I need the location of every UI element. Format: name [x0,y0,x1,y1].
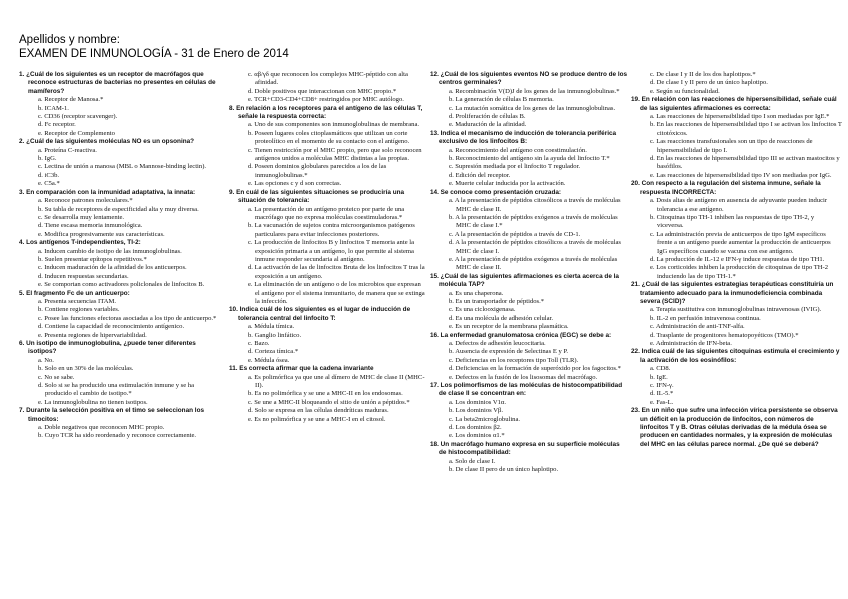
question [631,407,842,449]
option: b. Contiene regiones variables. [38,306,120,314]
option: c. De clase I y II de los dos haplotipos.* [650,71,756,78]
option: c. Se desarrolla muy lentamente. [38,213,125,221]
option: a. Recombinación V(D)J de los genes de las inmunoglobulinas.* [449,87,620,95]
option: d. iC3b. [38,171,60,179]
option: e. Las reacciones de hipersensibilidad tipo IV son mediadas por IgG. [650,171,832,179]
question [430,130,628,189]
option: e. La eliminación de un antígeno o de los microbios que expresan el antígeno por el sistema inmunitario, de manera que se extinga la infección. [248,281,425,305]
option: e. Receptor de Complemento [38,129,115,137]
option: e. La inmunoglobulina no tienen isotipos. [38,398,148,406]
name-line: Apellidos y nombre: [19,34,120,46]
option: a. Uno de sus componentes son inmunoglobulinas de membrana. [248,121,420,129]
option: d. Es una molécula de adhesión celular. [449,314,553,322]
option: c. IFN-γ. [650,382,674,390]
question-stem: 17. Los polimorfismos de las moléculas de histocompatibilidad de clase II se concentran en: [430,382,623,398]
option: b. Ganglio linfático. [248,331,302,339]
option: a. Es una chaperona. [449,289,504,297]
question [19,189,217,239]
option: b. La vacunación de sujetos contra microorganismos patógenos particulares para evitar infecciones posteriores. [248,222,415,238]
question-stem: 5. El fragmento Fc de un anticuerpo: [19,289,130,297]
option-list [19,248,217,290]
continued-options [631,71,842,96]
option-list [430,399,628,441]
question-stem: 13. Indica el mecanismo de inducción de tolerancia periférica exclusivo de los linfocitos B: [430,129,617,146]
question [430,71,628,130]
question-stem: 2. ¿Cuál de las siguientes moléculas NO es un opsonina? [19,138,195,146]
option: c. Deficiencias en los receptores tipo Toll (TLR). [449,356,579,364]
option: a. A la presentación de péptidos citosólicos a través de moléculas MHC de clase II. [449,197,621,213]
question-stem: 15. ¿Cuál de las siguientes afirmaciones es cierta acerca de la molécula TAP? [430,272,619,289]
option: d. Tiene escasa memoria inmunológica. [38,222,143,230]
option-list [631,306,842,348]
option: b. La generación de células B memoria. [449,96,554,104]
question-stem: 12. ¿Cuál de los siguientes eventos NO se produce dentro de los centros germinales? [430,71,628,87]
question [19,239,217,289]
continued-options [229,71,427,105]
option: d. Trasplante de progenitores hematopoyéticos (TMO).* [650,331,799,339]
option: a. CD8. [650,365,671,373]
option: d. Proliferación de células B. [449,113,526,121]
option: d. Solo se expresa en las células dendríticas maduras. [248,407,389,415]
question [19,138,217,188]
option: a. Doble negativos que reconocen MHC propio. [38,424,165,432]
option: c. Tienen restricción por el MHC propio, pero que solo reconocen antígenos unidos a moléculas MHC distintas a las propias. [248,146,422,163]
option: b. Es no polimórfica y se une a MHC-II en los endosomas. [248,390,403,398]
option: b. ICAM-1. [38,104,69,112]
option: c. Inducen maduración de la afinidad de los anticuerpos. [38,264,187,272]
option: a. Terapia sustitutiva con inmunoglobulinas intravenosas (IVIG). [650,306,822,314]
question [430,273,628,332]
option: e. Las opciones c y d son correctas. [248,180,342,188]
question-stem: 22. Indica cuál de las siguientes citoquinas estimula el crecimiento y la activación de los eosinófilos: [631,348,840,364]
question-stem: 11. Es correcta afirmar que la cadena invariante [229,365,374,373]
option-list [19,298,217,340]
question [430,441,628,475]
option: e. TCR+CD3-CD4+CD8+ restringidos por MHC autólogo. [248,96,404,104]
option: c. CD36 (receptor scavenger). [38,113,118,121]
option-list [430,340,628,382]
question [19,71,217,138]
column-2 [229,71,427,424]
option: e. Es un receptor de la membrana plasmática. [449,323,569,331]
option: b. De clase II pero de un único haplotipo. [449,466,559,474]
option-list [19,197,217,239]
option: b. IgE. [650,373,668,381]
option: c. La beta2microglobulina. [449,415,521,423]
question [430,332,628,382]
column-4 [631,71,842,449]
option: e. Administración de IFN-beta. [650,340,732,347]
question-stem: 3. En comparación con la inmunidad adaptativa, la innata: [19,188,196,196]
option-list [430,458,628,475]
option: b. Citoquinas tipo TH-1 inhiben las respuestas de tipo TH-2, y viceversa. [650,213,815,230]
option: e. C5a.* [38,180,60,188]
question [631,281,842,348]
option: e. Los dominios α1.* [449,432,505,440]
exam-title: EXAMEN DE INMUNOLOGÍA - 31 de Enero de 2014 [19,48,289,60]
option: c. Lectina de unión a manosa (MBL o Mannose-binding lectin). [38,163,207,171]
option: b. Solo en un 30% de las moléculas. [38,365,134,373]
question-stem: 8. En relación a los receptores para el antígeno de las células T, señale la respuesta correcta: [229,104,423,121]
question-stem: 10. Indica cuál de los siguientes es el lugar de inducción de tolerancia central del linfocito T: [229,306,411,322]
option-list [19,96,217,138]
option: b. IL-2 en perfusión intravenosa continua. [650,314,761,322]
question-stem: 20. Con respecto a la regulación del sistema inmune, señale la respuesta INCORRECTA: [631,180,821,196]
option: c. Bazo. [248,340,270,347]
option: b. A la presentación de péptidos exógenos a través de moléculas MHC de clase I.* [449,213,618,230]
question [430,382,628,441]
option: a. Las reacciones de hipersensibilidad tipo I son mediadas por IgE.* [650,113,830,121]
option: a. Es polimórfica ya que une al dímero de MHC de clase II (MHC-II). [248,373,425,390]
option-list [631,113,842,180]
option-list [430,88,628,130]
option: a. Solo de clase I. [449,457,496,465]
option: a. Reconoce patrones moleculares.* [38,197,133,205]
option: d. Edición del receptor. [449,171,511,179]
question-stem: 21. ¿Cuál de las siguientes estrategias terapéuticas constituiría un tratamiento adecuado para la inmunodeficiencia combinada severa (SCID)? [631,281,834,305]
option: b. Suelen presentar epítopos repetitivos.* [38,255,147,263]
option: c. Es una ciclooxigenasa. [449,306,516,314]
option: d. De clase I y II pero de un único haplotipo. [650,79,768,87]
option: c. A la presentación de péptidos a través de CD-1. [449,230,581,238]
option-list [229,206,427,307]
question-stem: 6. Un isotipo de inmunoglobulina, ¿puede tener diferentes isotipos? [19,340,196,356]
option: a. Médula tímica. [248,323,295,331]
question [229,365,427,424]
option: d. Los dominios β2. [449,424,502,432]
option-list [430,197,628,273]
option: a. Inducen cambio de isotipo de las inmunoglobulinas. [38,247,182,255]
option: d. Deficiencias en la formación de superóxido por los fagocitos.* [449,365,621,373]
option-list [631,365,842,407]
question [631,348,842,407]
question [229,189,427,307]
option: e. Es no polimórfica y se une a MHC-I en el citosol. [248,415,386,423]
option: e. Maduración de la afinidad. [449,121,527,129]
option: b. IgG. [38,155,57,163]
question [631,96,842,180]
option: e. Los corticoides inhiben la producción de citoquinas de tipo TH-2 induciendo las de tipo TH-1.* [650,264,829,280]
option: e. Presenta regiones de hipervariabilidad. [38,331,147,339]
option-list [229,374,427,424]
option: e. Modifica progresivamente sus características. [38,230,165,238]
question [19,407,217,441]
option: a. La presentación de un antígeno proteico por parte de una macrófago que no expresa moléculas coestimuladoras.* [248,205,405,221]
question-stem: 18. Un macrófago humano expresa en su superficie moléculas de histocompatibilidad: [430,440,620,457]
option: c. Las reacciones transfusionales son un tipo de reacciones de hipersensibilidad de tipo I. [650,138,813,154]
option: a. Dosis altas de antígeno en ausencia de adyuvante pueden inducir tolerancia a ese antígeno. [650,197,828,213]
option: b. En las reacciones de hipersensibilidad tipo I se activan los linfocitos T citotóxicos. [650,121,842,137]
option: b. Reconocimiento del antígeno sin la ayuda del linfocito T.* [449,155,610,163]
option: a. Presenta secuencias ITAM. [38,297,117,305]
option-list [19,424,217,441]
question [19,340,217,407]
option: c. La administración previa de anticuerpos de tipo IgM específicos frente a un antígeno puede aumentar la producción de anticuerpos IgG específicos cuando se vacuna con ese antígeno. [650,230,831,255]
option: b. Ausencia de expresión de Selectinas E y P. [449,348,569,356]
option: c. La producción de linfocitos B y linfocitos T memoria ante la exposición primaria a un antígeno, lo que permite al sistema inmune responder secundaria al antígeno. [248,239,415,263]
option-list [430,147,628,189]
option: d. La activación de las de linfocitos Bruta de los linfocitos T tras la exposición a un antígeno. [248,264,425,280]
option: d. Doble positivos que interaccionan con MHC propio.* [248,87,397,95]
option: c. Se une a MHC-II bloqueando el sitio de unión a péptidos.* [248,398,410,406]
option: b. Los dominios Vβ. [449,407,503,415]
option: d. La producción de IL-12 e IFN-γ induce respuestas de tipo TH1. [650,255,825,263]
option: d. Fc receptor. [38,121,76,129]
option-list [229,121,427,188]
option: d. Corteza tímica.* [248,348,299,356]
option: a. Proteína C-reactiva. [38,146,97,154]
question [430,189,628,273]
option: a. Los dominios V1α. [449,398,506,406]
question-stem: 9. En cuál de las siguientes situaciones se produciría una situación de tolerancia: [229,188,405,205]
option: d. A la presentación de péptidos citosólicos a través de moléculas MHC de clase I. [449,239,621,255]
option: c. No se sabe. [38,373,75,381]
question [19,290,217,340]
question-stem: 16. La enfermedad granulomatosa crónica (EGC) se debe a: [430,331,612,339]
option: b. Poseen lugares coles citoplasmáticos que utilizan un corte proteolítico en el momento de su contacto con el antígeno. [248,129,410,146]
question [229,306,427,365]
option-list [229,323,427,365]
option: e. Se comportan como activadores policlonales de linfocitos B. [38,281,205,289]
option: a. Reconocimiento del antígeno con coestimulación. [449,146,587,154]
option: d. Poseen dominios globulares parecidos a los de las inmunoglobulinas.* [248,163,387,179]
questions-area [19,71,842,599]
option: a. No. [38,356,54,364]
question-stem: 14. Se conoce como presentación cruzada: [430,188,562,196]
option: a. Defectos de adhesión leucocitaria. [449,340,546,347]
option: d. Contiene la capacidad de reconocimiento antígenico. [38,323,185,331]
option: c. αβ/γδ que reconocen los complejos MHC-péptido con alta afinidad. [248,71,408,87]
option: b. Es un transportador de péptidos.* [449,297,545,305]
question-stem: 4. Los antígenos T-independientes, TI-2: [19,239,141,247]
option-list [430,290,628,332]
question-stem: 19. En relación con las reacciones de hipersensibilidad, señale cuál de las siguientes afirmaciones es correcta: [631,96,837,112]
option: d. En las reacciones de hipersensibilidad tipo III se activan mastocitos y basófilos. [650,155,840,171]
question-stem: 1. ¿Cuál de los siguientes es un receptor de macrófagos que reconoce estructuras de bacterias no presentes en células de mamíferos? [19,71,216,95]
option: e. Según su funcionalidad. [650,87,720,95]
column-1 [19,71,217,441]
question-stem: 7. Durante la selección positiva en el timo se seleccionan los timocitos: [19,407,205,423]
exam-header [19,33,289,61]
option: a. Receptor de Manosa.* [38,96,104,104]
option: d. IL-5.* [650,390,674,398]
question-stem: 23. En un niño que sufre una infección vírica persistente se observa un déficit en la producción de linfocitos, con números de linfocitos T y B. Otras células derivadas de la médula ósea se producen en cantidades normales, y la expresión de moléculas del MHC en las células parece normal. ¿De qué se deberá? [631,407,838,448]
option: e. A la presentación de péptidos exógenos a través de moléculas MHC de clase II. [449,255,618,272]
option: e. Médula ósea. [248,356,290,364]
option-list [631,197,842,281]
option: c. Posee las funciones efectoras asociadas a los tipo de anticuerpo.* [38,314,217,322]
option: c. Supresión mediada por el linfocito T regulador. [449,163,581,171]
question [229,105,427,189]
option: d. Inducen respuestas secundarias. [38,272,129,280]
column-3 [430,71,628,475]
option-list [19,147,217,189]
option: e. Muerte celular inducida por la activación. [449,180,566,188]
option: b. Cuyo TCR ha sido reordenado y reconoce correctamente. [38,432,197,440]
option: e. Fas-L. [650,398,674,406]
question [631,180,842,281]
option: d. Solo si se ha producido una estimulación inmune y se ha producido el cambio de isotipo.* [38,382,195,398]
option: b. Su tabla de receptores de especificidad alta y muy diversa. [38,205,199,213]
option: c. La mutación somática de los genes de las inmunoglobulinas. [449,104,616,112]
option: c. Administración de anti-TNF-alfa. [650,323,745,331]
option-list [19,357,217,407]
option: e. Defectos en la fusión de los lisosomas del macrófago. [449,373,598,381]
